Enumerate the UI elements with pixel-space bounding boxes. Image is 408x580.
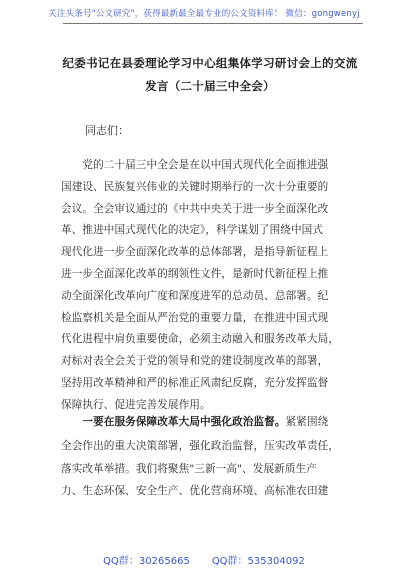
paragraph-1-line: 进一步全面深化改革的纲领性文件，是新时代新征程上推 — [61, 268, 329, 280]
header-note: 关注头条号"公文研究"，获得最新最全最专业的公文资料库！ 微信：gongwenyj — [48, 9, 360, 19]
paragraph-1-line: 坚持用改革精神和严的标准正风肃纪反腐，充分发挥监督 — [61, 377, 329, 389]
header-divider — [63, 23, 363, 24]
paragraph-2-lead-rest: 紧紧围绕 — [285, 416, 329, 428]
paragraph-1-line: 革、推进中国式现代化的决定》，科学谋划了围绕中国式 — [61, 224, 324, 237]
paragraph-2-line: 落实改革举措。我们将聚焦"三新一高"、发展新质生产 — [61, 462, 317, 475]
paragraph-2-line: 全会作出的重大决策部署，强化政治监督，压实改革责任， — [61, 440, 340, 452]
paragraph-2-lead: 一要在服务保障改革大局中强化政治监督。 — [61, 416, 286, 428]
paragraph-1-line: 保障执行、促进完善发展作用。 — [61, 398, 211, 411]
footer-qq-group-2: QQ群：535304092 — [211, 556, 305, 567]
paragraph-1-line: 检监察机关是全面从严治党的重要力量，在推进中国式现 — [61, 311, 329, 324]
paragraph-1-line: 现代化进一步全面深化改革的总体部署，是指导新征程上 — [61, 246, 329, 259]
document-title-line-2: 发言（二十届三中全会） — [145, 79, 275, 93]
paragraph-2-line — [61, 414, 328, 429]
paragraph-1-line: 会议。全会审议通过的《中共中央关于进一步全面深化改 — [61, 202, 329, 215]
document-title-line-1: 纪委书记在县委理论学习中心组集体学习研讨会上的交流 — [62, 56, 358, 70]
paragraph-1-line: 动全面深化改革向广度和深度进军的总动员、总部署。纪 — [61, 289, 329, 302]
paragraph-2-line: 力、生态环保、安全生产、优化营商环境、高标准农田建 — [61, 485, 329, 497]
paragraph-1-line: 对标对表全会关于党的领导和党的建设制度改革的部署， — [61, 355, 329, 368]
footer — [0, 552, 408, 567]
paragraph-1-line: 代化进程中肩负重要使命，必须主动融入和服务改革大局， — [61, 333, 340, 346]
paragraph-1-line: 国建设、民族复兴伟业的关键时期举行的一次十分重要的 — [61, 180, 329, 193]
salutation: 同志们： — [85, 124, 129, 137]
paragraph-1-line: 党的二十届三中全会是在以中国式现代化全面推进强 — [61, 159, 329, 171]
footer-qq-group-1: QQ群：30265665 — [103, 556, 190, 567]
